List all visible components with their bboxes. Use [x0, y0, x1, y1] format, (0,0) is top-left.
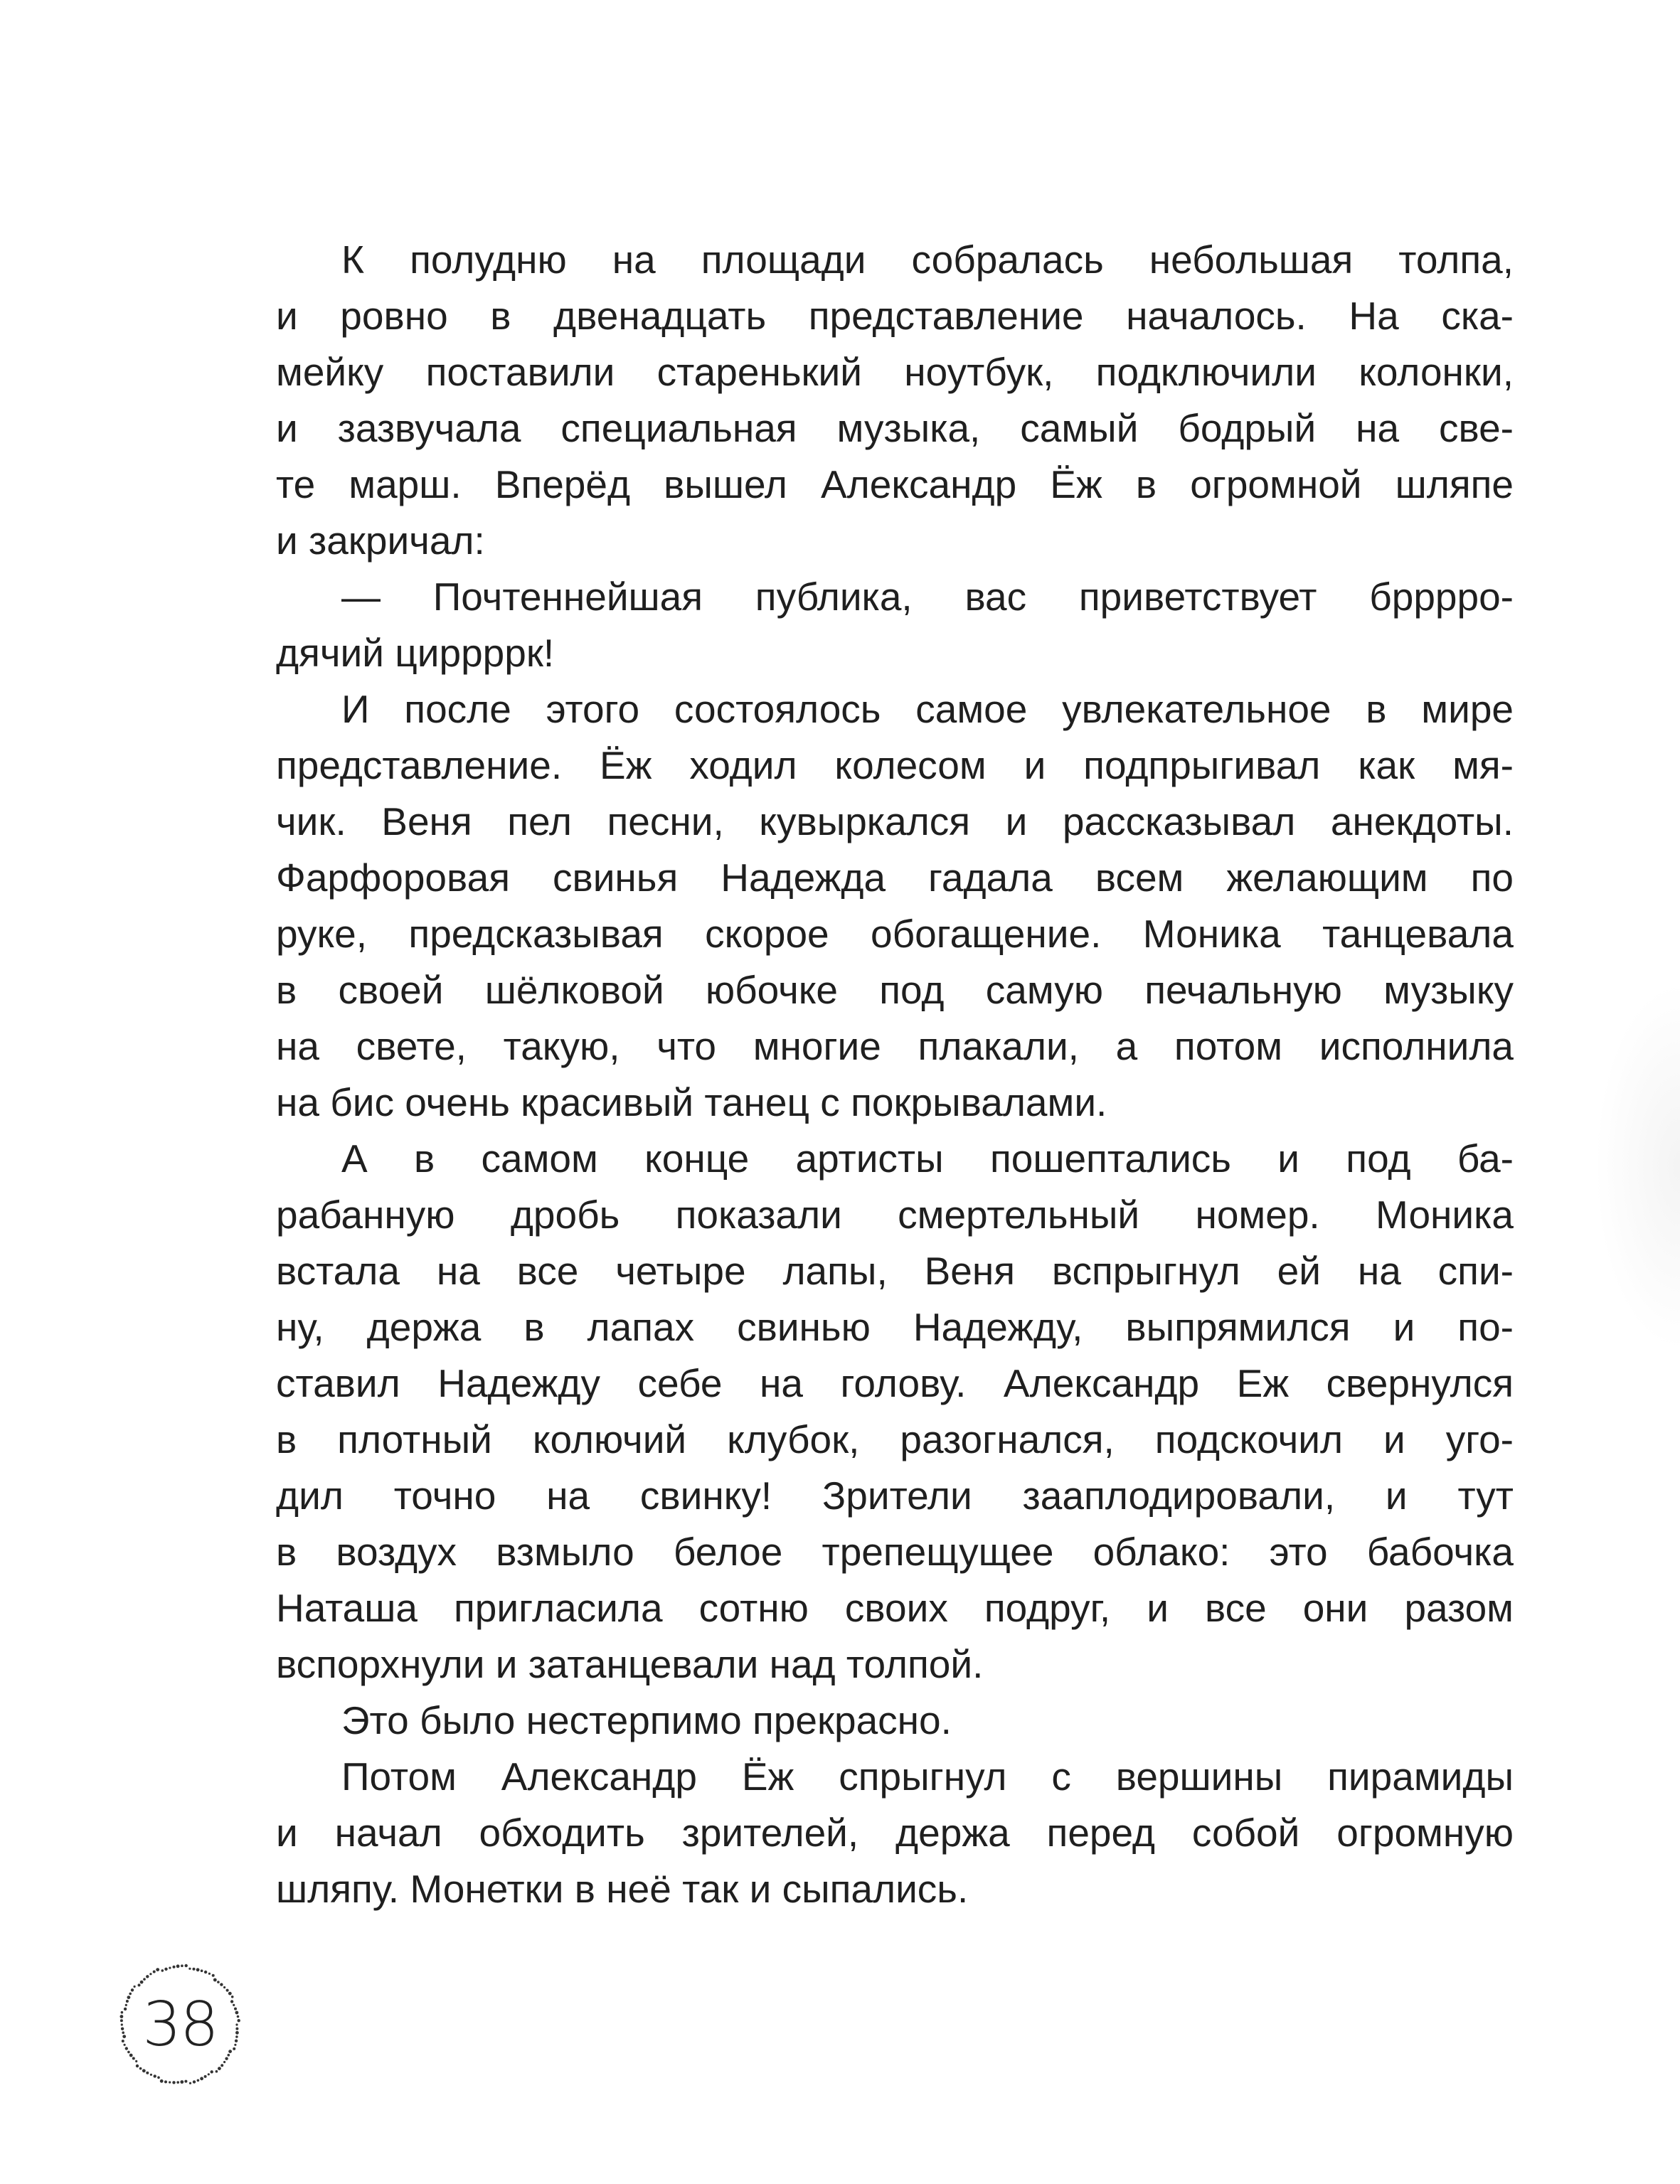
- text-line: Потом Александр Ёж спрыгнул с вершины пирамиды: [341, 1754, 1514, 1799]
- text-line: в воздух взмыло белое трепещущее облако: это бабочка: [276, 1530, 1514, 1574]
- text-line: и зазвучала специальная музыка, самый бодрый на све-: [276, 406, 1514, 450]
- page-edge-smudge: [1595, 981, 1680, 1351]
- text-line: ну, держа в лапах свинью Надежду, выпрямился и по-: [276, 1305, 1514, 1349]
- text-line: рабанную дробь показали смертельный номер. Моника: [276, 1193, 1514, 1237]
- text-line: К полудню на площади собралась небольшая толпа,: [341, 238, 1514, 282]
- text-line: на бис очень красивый танец с покрывалами.: [276, 1080, 1107, 1124]
- text-line: А в самом конце артисты пошептались и под ба-: [341, 1136, 1514, 1181]
- text-line: ставил Надежду себе на голову. Александр Еж свернулся: [276, 1361, 1514, 1405]
- text-line: И после этого состоялось самое увлекательное в мире: [341, 687, 1514, 731]
- text-line: и закричал:: [276, 518, 485, 563]
- body-text: [276, 232, 1514, 1917]
- text-line: руке, предсказывая скорое обогащение. Моника танцевала: [276, 912, 1514, 956]
- text-line: на свете, такую, что многие плакали, а потом исполнила: [276, 1024, 1514, 1068]
- text-line: и начал обходить зрителей, держа перед собой огромную: [276, 1811, 1514, 1855]
- text-line: представление. Ёж ходил колесом и подпрыгивал как мя-: [276, 743, 1514, 787]
- text-line: в своей шёлковой юбочке под самую печальную музыку: [276, 968, 1514, 1012]
- text-line: Это было нестерпимо прекрасно.: [341, 1698, 952, 1742]
- text-line: чик. Веня пел песни, кувыркался и рассказывал анекдоты.: [276, 799, 1514, 843]
- page-number: 38: [142, 1989, 218, 2060]
- text-line: в плотный колючий клубок, разогнался, подскочил и уго-: [276, 1417, 1514, 1461]
- text-line: и ровно в двенадцать представление началось. На ска-: [276, 294, 1514, 338]
- text-line: Наташа пригласила сотню своих подруг, и все они разом: [276, 1586, 1514, 1630]
- text-line: встала на все четыре лапы, Веня вспрыгнул ей на спи-: [276, 1249, 1514, 1293]
- text-line: — Почтеннейшая публика, вас приветствует брррро-: [341, 575, 1514, 619]
- text-line: дячий циррррк!: [276, 631, 555, 675]
- text-line: вспорхнули и затанцевали над толпой.: [276, 1642, 984, 1686]
- text-line: те марш. Вперёд вышел Александр Ёж в огромной шляпе: [276, 462, 1514, 506]
- page-number-badge: [112, 1957, 248, 2092]
- text-line: шляпу. Монетки в неё так и сыпались.: [276, 1867, 969, 1911]
- text-line: дил точно на свинку! Зрители зааплодировали, и тут: [276, 1474, 1514, 1518]
- text-line: мейку поставили старенький ноутбук, подключили колонки,: [276, 350, 1514, 394]
- text-line: Фарфоровая свинья Надежда гадала всем желающим по: [276, 856, 1514, 900]
